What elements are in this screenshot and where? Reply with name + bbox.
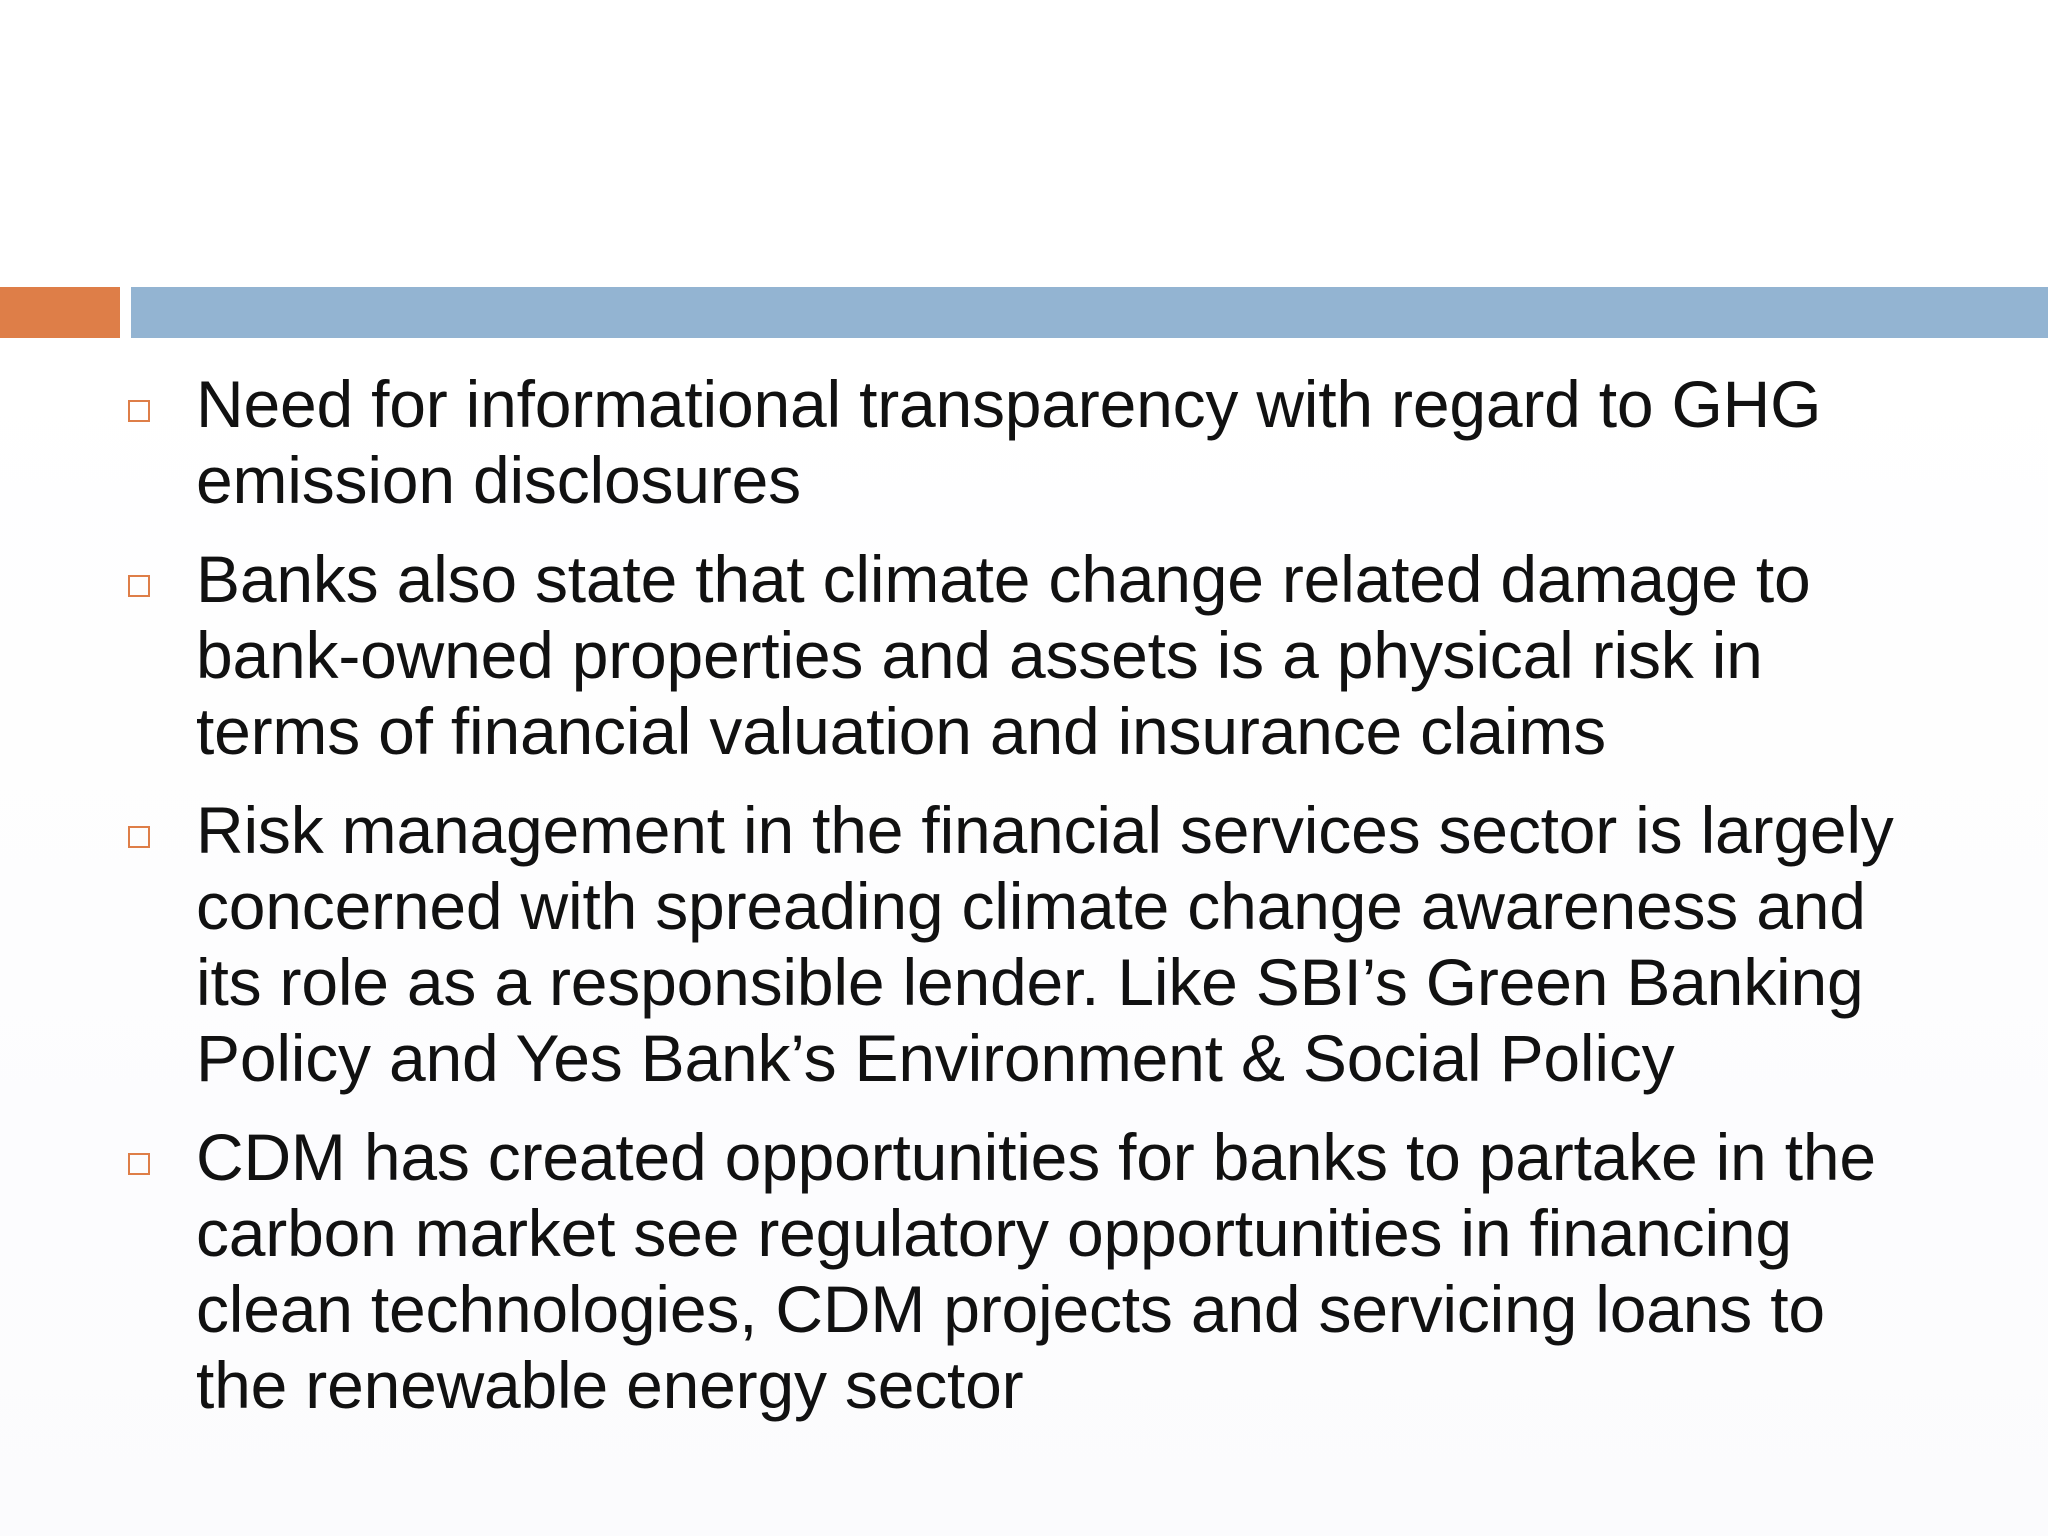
square-bullet-icon xyxy=(128,575,150,597)
bullet-item xyxy=(118,366,1918,518)
accent-band-orange xyxy=(0,287,120,338)
square-bullet-icon xyxy=(128,400,150,422)
bullet-item xyxy=(118,1119,1918,1423)
bullet-text: Banks also state that climate change related damage to bank-owned properties and assets is a physical risk in terms of financial valuation and insurance claims xyxy=(196,542,1811,768)
bullet-list xyxy=(118,366,1918,1446)
square-bullet-icon xyxy=(128,826,150,848)
bullet-item xyxy=(118,792,1918,1096)
square-bullet-icon xyxy=(128,1153,150,1175)
bullet-item xyxy=(118,541,1918,769)
bullet-text: CDM has created opportunities for banks to partake in the carbon market see regulatory opportunities in financing clean technologies, CDM projects and servicing loans to the renewable energy sector xyxy=(196,1120,1876,1422)
bullet-text: Risk management in the financial services sector is largely concerned with spreading climate change awareness and its role as a responsible lender. Like SBI’s Green Banking Policy and Yes Bank’s Environment & Social Policy xyxy=(196,793,1894,1095)
bullet-text: Need for informational transparency with regard to GHG emission disclosures xyxy=(196,367,1822,517)
accent-band-blue xyxy=(131,287,2048,338)
